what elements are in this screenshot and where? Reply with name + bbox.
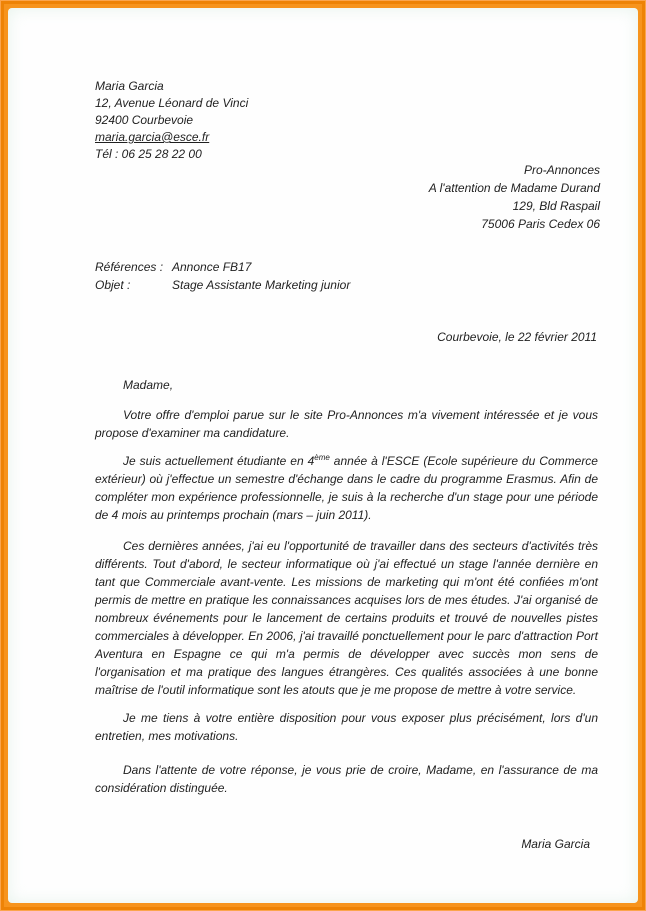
- salutation: Madame,: [123, 378, 174, 392]
- subject-value: Stage Assistante Marketing junior: [172, 278, 351, 292]
- paragraph-education-text-before: Je suis actuellement étudiante en 4: [123, 454, 315, 468]
- sender-block: [95, 78, 248, 163]
- references-label: Références :: [95, 260, 164, 274]
- sender-address-line2: 92400 Courbevoie: [95, 113, 194, 127]
- sender-address-line1: 12, Avenue Léonard de Vinci: [95, 96, 249, 110]
- sender-name: Maria Garcia: [95, 79, 164, 93]
- recipient-address-line2: 75006 Paris Cedex 06: [481, 217, 600, 231]
- recipient-address-line1: 129, Bld Raspail: [512, 199, 600, 213]
- sender-email: maria.garcia@esce.fr: [95, 130, 210, 144]
- subject-label: Objet :: [95, 278, 131, 292]
- references-row: [95, 258, 350, 276]
- paragraph-education: [95, 452, 598, 524]
- date-line: Courbevoie, le 22 février 2011: [437, 330, 597, 344]
- paragraph-closing: Dans l'attente de votre réponse, je vous prie de croire, Madame, en l'assurance de ma considération distinguée.: [95, 763, 598, 795]
- sender-phone: Tél : 06 25 28 22 00: [95, 147, 202, 161]
- paragraph-experience: Ces dernières années, j'ai eu l'opportunité de travailler dans des secteurs d'activités très différents. Tout d'abord, le secteur informatique où j'ai effectué un stage l'année dernière en tant que Commerciale avant-vente. Les missions de marketing qui m'ont été confiées m'ont permis de mettre en pratique les connaissances acquises lors de mes études. J'ai organisé de nombreux événements pour le lancement de certains produits et trouvé de nouvelles pistes commerciales à développer. En 2006, j'ai travaillé ponctuellement pour le parc d'attraction Port Aventura en Espagne ce qui m'a permis de développer avec succès mon sens de l'organisation et ma pratique des langues étrangères. Ces qualités associées à une bonne maîtrise de l'outil informatique sont les atouts que je me propose de mettre à votre service.: [95, 539, 598, 697]
- paragraph-intro: Votre offre d'emploi parue sur le site Pro-Annonces m'a vivement intéressée et je vous propose d'examiner ma candidature.: [95, 408, 598, 440]
- paragraph-availability: Je me tiens à votre entière disposition pour vous exposer plus précisément, lors d'un entretien, mes motivations.: [95, 711, 598, 743]
- recipient-block: [429, 161, 600, 233]
- subject-row: [95, 276, 350, 294]
- paragraph-education-superscript: ème: [314, 453, 330, 462]
- signature: Maria Garcia: [521, 837, 590, 851]
- references-block: [95, 258, 350, 294]
- paragraph-education-text-after: année à l'ESCE (Ecole supérieure du Commerce extérieur) où j'effectue un semestre d'échange dans le cadre du programme Erasmus. Afin de compléter mon expérience professionnelle, je suis à la recherche d'un stage pour une période de 4 mois au printemps prochain (mars – juin 2011).: [95, 454, 598, 522]
- references-value: Annonce FB17: [172, 260, 252, 274]
- recipient-company: Pro-Annonces: [523, 163, 600, 177]
- recipient-attention: A l'attention de Madame Durand: [428, 181, 600, 195]
